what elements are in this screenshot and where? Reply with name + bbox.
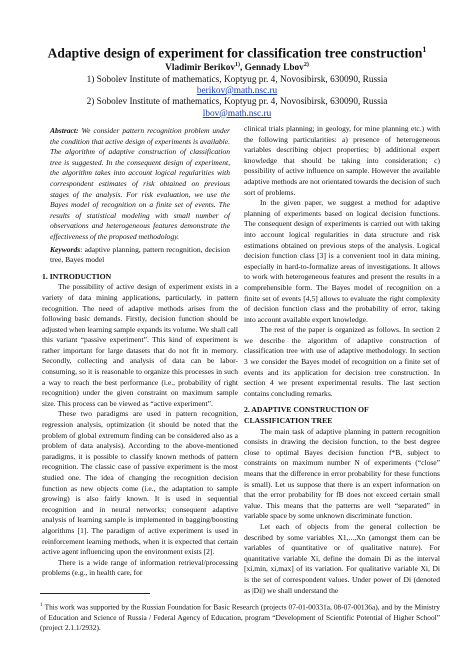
footnote-text: This work was supported by the Russian Foundation for Basic Research (projects 07-01-00331a, 08-07-00136a), and by the Ministry of Education and Science of Russia / Federal Agency of Education, program “Development of Scientific Potential of Higher School” (project 2.1.1/2932). bbox=[40, 602, 440, 633]
keywords-label: Keywords bbox=[50, 244, 81, 254]
section-2-paragraph-2: Let each of objects from the general collection be described by some variables X1,...,Xn (amongst them can be variables of quantitative or of qualitative nature). For quantitative variable Xi, define the domain Di as the interval [xi,min, xi,max] of its variation. For qualitative variable Xi, Di is the set of correspondent values. Under power of Di (denoted as |Di|) we shall understand the bbox=[244, 521, 440, 595]
right-paragraph-1: In the given paper, we suggest a method for adaptive planning of experiments based on logical decision functions. The consequent design of experiments is carried out with taking into account logical regularities in data structure and risk estimations obtained on previous steps of the analysis. Logical decision function class [3] is a convenient tool in data mining, especially in hard-to-formalize areas of investigations. It allows to work with heterogeneous features and present the results in a comprehensible form. The Bayes model of recognition on a finite set of events [4,5] allows to evaluate the right complexity of decision function class and the probability of error, taking into account available expert knowledge. bbox=[244, 198, 440, 324]
email-1-link[interactable]: berikov@math.nsc.ru bbox=[196, 85, 278, 96]
author-1-name: Vladimir Berikov bbox=[165, 63, 235, 74]
paper-title bbox=[20, 42, 454, 62]
author-2-sup: 2) bbox=[303, 62, 309, 68]
section-1-paragraph-1: The possibility of active design of experiment exists in a variety of data mining applications, particularly, in pattern recognition. The need of adaptive methods arises from the following basic demands. Firstly, decision function should be adjusted when learning sample expands its volume. We shall call this variant “passive experiment”. This kind of experiment is rather important for large datasets that do not fit in memory. Secondly, collecting and analysis of data can be labor-consuming, so it is reasonable to organize this processes in such a way to reach the best performance (i.e., probability of right recognition) under the given constraint on maximum sample size. This process can be viewed as “active experiment”. bbox=[42, 282, 238, 408]
footnote-mark: 1 bbox=[40, 602, 43, 608]
title-text: Adaptive design of experiment for classification tree construction bbox=[47, 45, 423, 61]
footnote-rule bbox=[40, 593, 150, 594]
right-paragraph-2: The rest of the paper is organized as follows. In section 2 we describe the algorithm of adaptive construction of classification tree with use of adaptive methodology. In section 3 we consider the Bayes model of recognition on a finite set of events and its application for decision tree construction. In section 4 we present experimental results. The last section contains concluding remarks. bbox=[244, 325, 440, 398]
affiliation-2: 2) Sobolev Institute of mathematics, Koptyug pr. 4, Novosibirsk, 630090, Russia bbox=[86, 97, 388, 108]
author-line bbox=[20, 60, 454, 75]
section-1-heading: 1. INTRODUCTION bbox=[42, 271, 112, 281]
section-2-paragraph-1: The main task of adaptive planning in pattern recognition consists in drawing the decision function, to the best degree close to optimal Bayes decision function f*B, subject to constraints on maximum number N of experiments (“close” means that the difference in error probability for these functions is small). Let us suppose that there is an expert information on that the error probability for fB does not exceed certain small value. This means that the patterns are well “separated” in variable space by some unknown discriminate function. bbox=[244, 426, 440, 521]
section-1-paragraph-2: These two paradigms are used in pattern recognition, regression analysis, optimization (it should be noted that the problem of global extremum finding can be considered also as a problem of data analysis). According to the above-mentioned paradigms, it is possible to classify known methods of pattern recognition. The classic case of passive experiment is the most studied one. The idea of changing the recognition decision function as new objects come (i.e., the adaptation to sample growing) is also fairly known. It is used in sequential recognition and in neural networks; consequent adaptive analysis of learning sample is implemented in bagging/boosting algorithms [1]. The paradigm of active experiment is used in reinforcement learning methods, when it is expected that certain active agent influencing upon the environment exists [2]. bbox=[42, 409, 238, 557]
footnote bbox=[40, 600, 440, 634]
abstract bbox=[42, 126, 238, 243]
email-2-link[interactable]: lbov@math.nsc.ru bbox=[202, 108, 272, 119]
right-column bbox=[244, 124, 440, 596]
abstract-text: We consider pattern recognition problem under the condition that active design of experiments is available. The algorithm of adaptive construction of classification tree is suggested. In the consequent design of experiment, the algorithm takes into account logical regularities with correspondent estimates of risk obtained on previous stages of the analysis. For risk evaluation, we use the Bayes model of recognition on a finite set of events. The results of statistical modeling with small number of observations and heterogeneous features demonstrate the effectiveness of the proposed methodology. bbox=[50, 126, 230, 241]
section-1-paragraph-3: There is a wide range of information retrieval/processing problems (e.g., in health care, for bbox=[42, 557, 238, 578]
author-2-name: , Gennady Lbov bbox=[240, 63, 304, 74]
abstract-label: Abstract: bbox=[50, 126, 79, 135]
left-column bbox=[42, 126, 238, 579]
keywords bbox=[42, 245, 238, 266]
author-1-sup: 1) bbox=[235, 62, 240, 68]
affiliation-1: 1) Sobolev Institute of mathematics, Koptyug pr. 4, Novosibirsk, 630090, Russia bbox=[86, 74, 388, 85]
section-2-heading bbox=[244, 405, 440, 426]
title-footnote-mark: 1 bbox=[422, 45, 427, 54]
paper-header bbox=[20, 60, 454, 120]
right-paragraph-0: clinical trials planning; in geology, for mine planning etc.) with the following particularities: a) presence of heterogeneous variables describing object properties; b) additional expert knowledge that should be taking into consideration; c) possibility of active influence on sample. However the available adaptive methods are not orientated towards the decision of such sort of problems. bbox=[244, 124, 440, 197]
section-2-heading-line-2: CLASSIFICATION TREE bbox=[244, 416, 333, 426]
section-2-heading-line-1: 2. ADAPTIVE CONSTRUCTION OF bbox=[244, 405, 369, 415]
keywords-text: : adaptive planning, pattern recognition, decision tree, Bayes model bbox=[50, 244, 230, 265]
